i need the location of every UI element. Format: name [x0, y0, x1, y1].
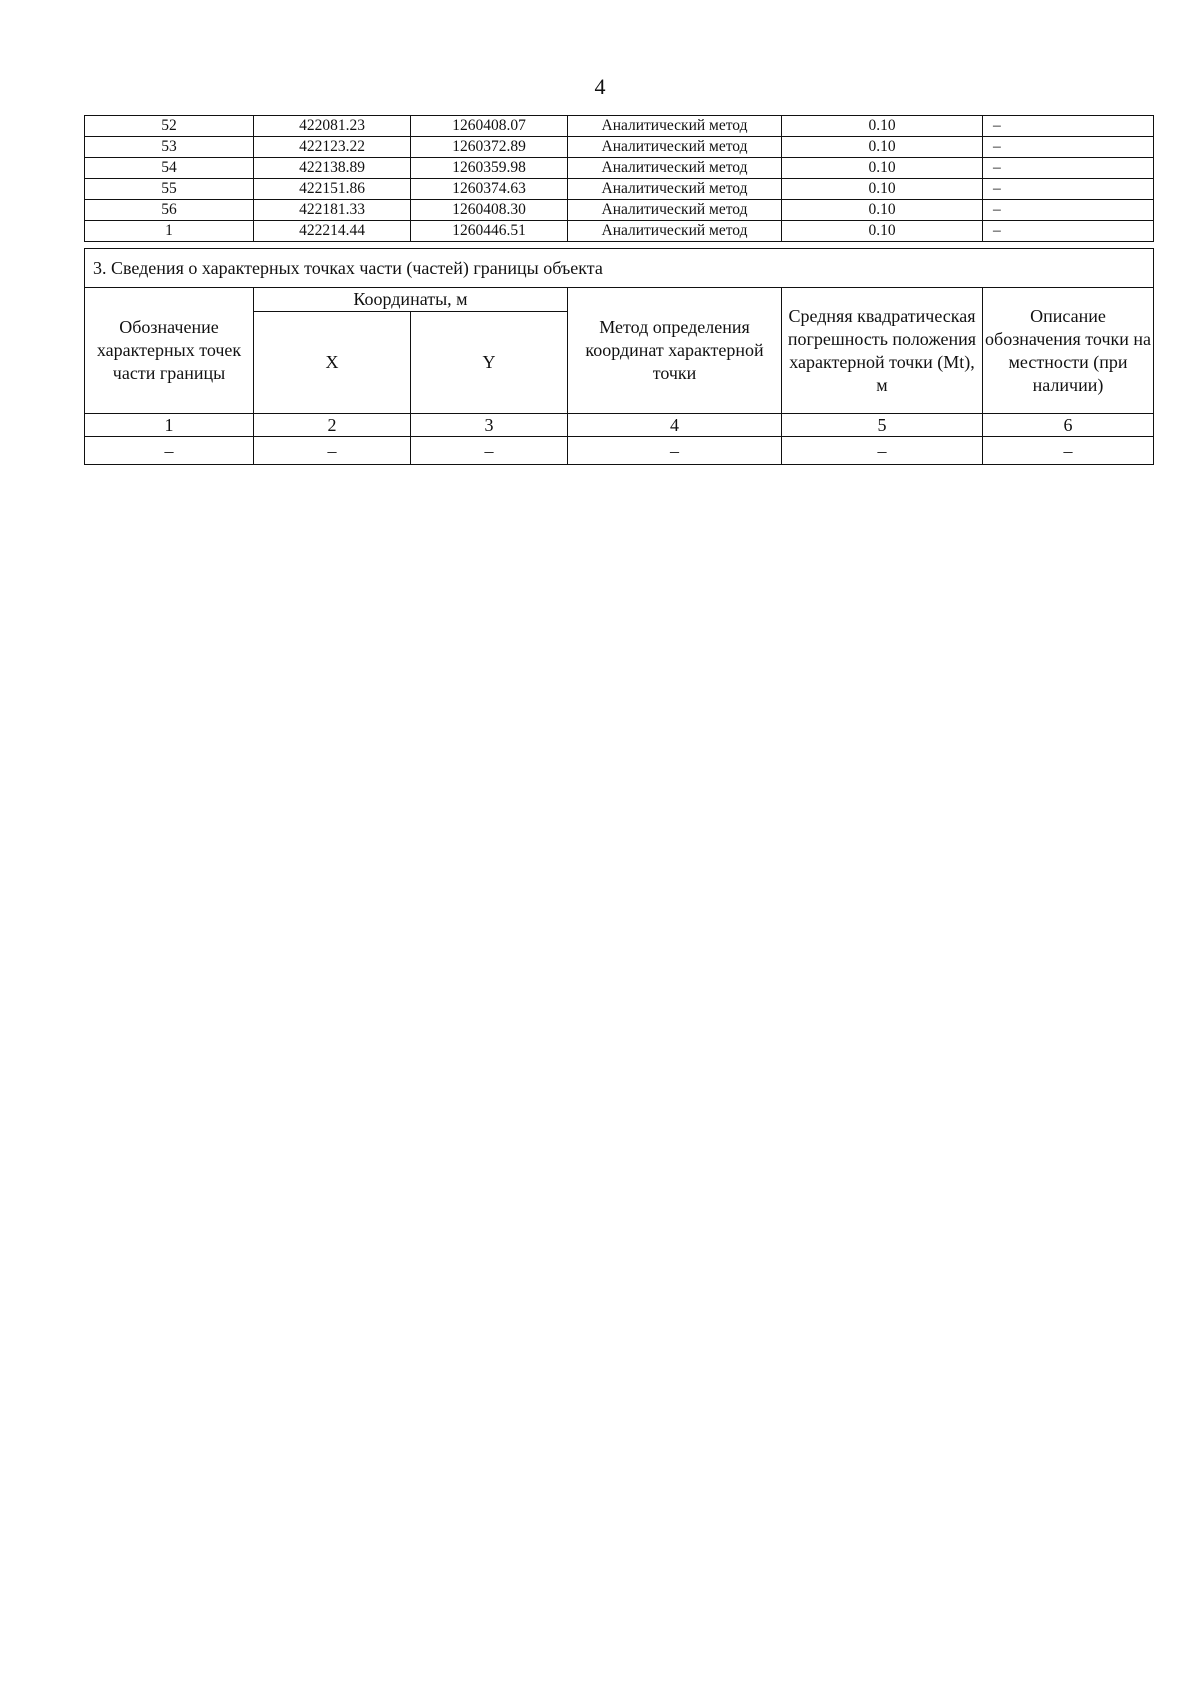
header-method: Метод определения координат характерной точки — [568, 288, 782, 414]
error-cell: 0.10 — [782, 116, 983, 137]
y-coordinate-cell: 1260374.63 — [411, 179, 568, 200]
method-cell: Аналитический метод — [568, 116, 782, 137]
x-coordinate-cell: 422123.22 — [254, 137, 411, 158]
point-number-cell: 52 — [85, 116, 254, 137]
boundary-points-table — [84, 115, 1154, 242]
table-row — [85, 200, 1154, 221]
method-cell: Аналитический метод — [568, 200, 782, 221]
y-coordinate-cell: 1260446.51 — [411, 221, 568, 242]
empty-cell: – — [983, 437, 1154, 465]
header-row-1 — [85, 288, 1154, 312]
error-cell: 0.10 — [782, 200, 983, 221]
column-number: 2 — [254, 414, 411, 437]
y-coordinate-cell: 1260408.07 — [411, 116, 568, 137]
y-coordinate-cell: 1260372.89 — [411, 137, 568, 158]
y-coordinate-cell: 1260408.30 — [411, 200, 568, 221]
table-row — [85, 158, 1154, 179]
method-cell: Аналитический метод — [568, 221, 782, 242]
description-cell: – — [983, 221, 1154, 242]
empty-cell: – — [85, 437, 254, 465]
y-coordinate-cell: 1260359.98 — [411, 158, 568, 179]
empty-cell: – — [411, 437, 568, 465]
empty-cell: – — [254, 437, 411, 465]
point-number-cell: 55 — [85, 179, 254, 200]
column-numbers-row — [85, 414, 1154, 437]
method-cell: Аналитический метод — [568, 179, 782, 200]
x-coordinate-cell: 422181.33 — [254, 200, 411, 221]
description-cell: – — [983, 200, 1154, 221]
section-title-row — [85, 249, 1154, 288]
description-cell: – — [983, 116, 1154, 137]
column-number: 6 — [983, 414, 1154, 437]
x-coordinate-cell: 422138.89 — [254, 158, 411, 179]
table-row — [85, 179, 1154, 200]
method-cell: Аналитический метод — [568, 158, 782, 179]
column-number: 3 — [411, 414, 568, 437]
column-number: 4 — [568, 414, 782, 437]
header-coordinates: Координаты, м — [254, 288, 568, 312]
table-row — [85, 137, 1154, 158]
part-boundary-points-table — [84, 248, 1154, 465]
header-y: Y — [411, 312, 568, 414]
page-number: 4 — [594, 74, 606, 99]
description-cell: – — [983, 179, 1154, 200]
x-coordinate-cell: 422081.23 — [254, 116, 411, 137]
header-designation: Обозначение характерных точек части границы — [85, 288, 254, 414]
boundary-points-body — [85, 116, 1154, 242]
error-cell: 0.10 — [782, 158, 983, 179]
section-title: 3. Сведения о характерных точках части (частей) границы объекта — [85, 249, 1154, 288]
x-coordinate-cell: 422151.86 — [254, 179, 411, 200]
error-cell: 0.10 — [782, 137, 983, 158]
description-cell: – — [983, 158, 1154, 179]
header-error: Средняя квадратическая погрешность положения характерной точки (Mt), м — [782, 288, 983, 414]
method-cell: Аналитический метод — [568, 137, 782, 158]
table-row — [85, 116, 1154, 137]
column-number: 1 — [85, 414, 254, 437]
point-number-cell: 1 — [85, 221, 254, 242]
x-coordinate-cell: 422214.44 — [254, 221, 411, 242]
point-number-cell: 53 — [85, 137, 254, 158]
column-number: 5 — [782, 414, 983, 437]
header-description: Описание обозначения точки на местности (при наличии) — [983, 288, 1154, 414]
error-cell: 0.10 — [782, 179, 983, 200]
point-number-cell: 54 — [85, 158, 254, 179]
empty-cell: – — [568, 437, 782, 465]
point-number-cell: 56 — [85, 200, 254, 221]
error-cell: 0.10 — [782, 221, 983, 242]
header-x: X — [254, 312, 411, 414]
table-row — [85, 221, 1154, 242]
empty-data-row — [85, 437, 1154, 465]
empty-cell: – — [782, 437, 983, 465]
description-cell: – — [983, 137, 1154, 158]
